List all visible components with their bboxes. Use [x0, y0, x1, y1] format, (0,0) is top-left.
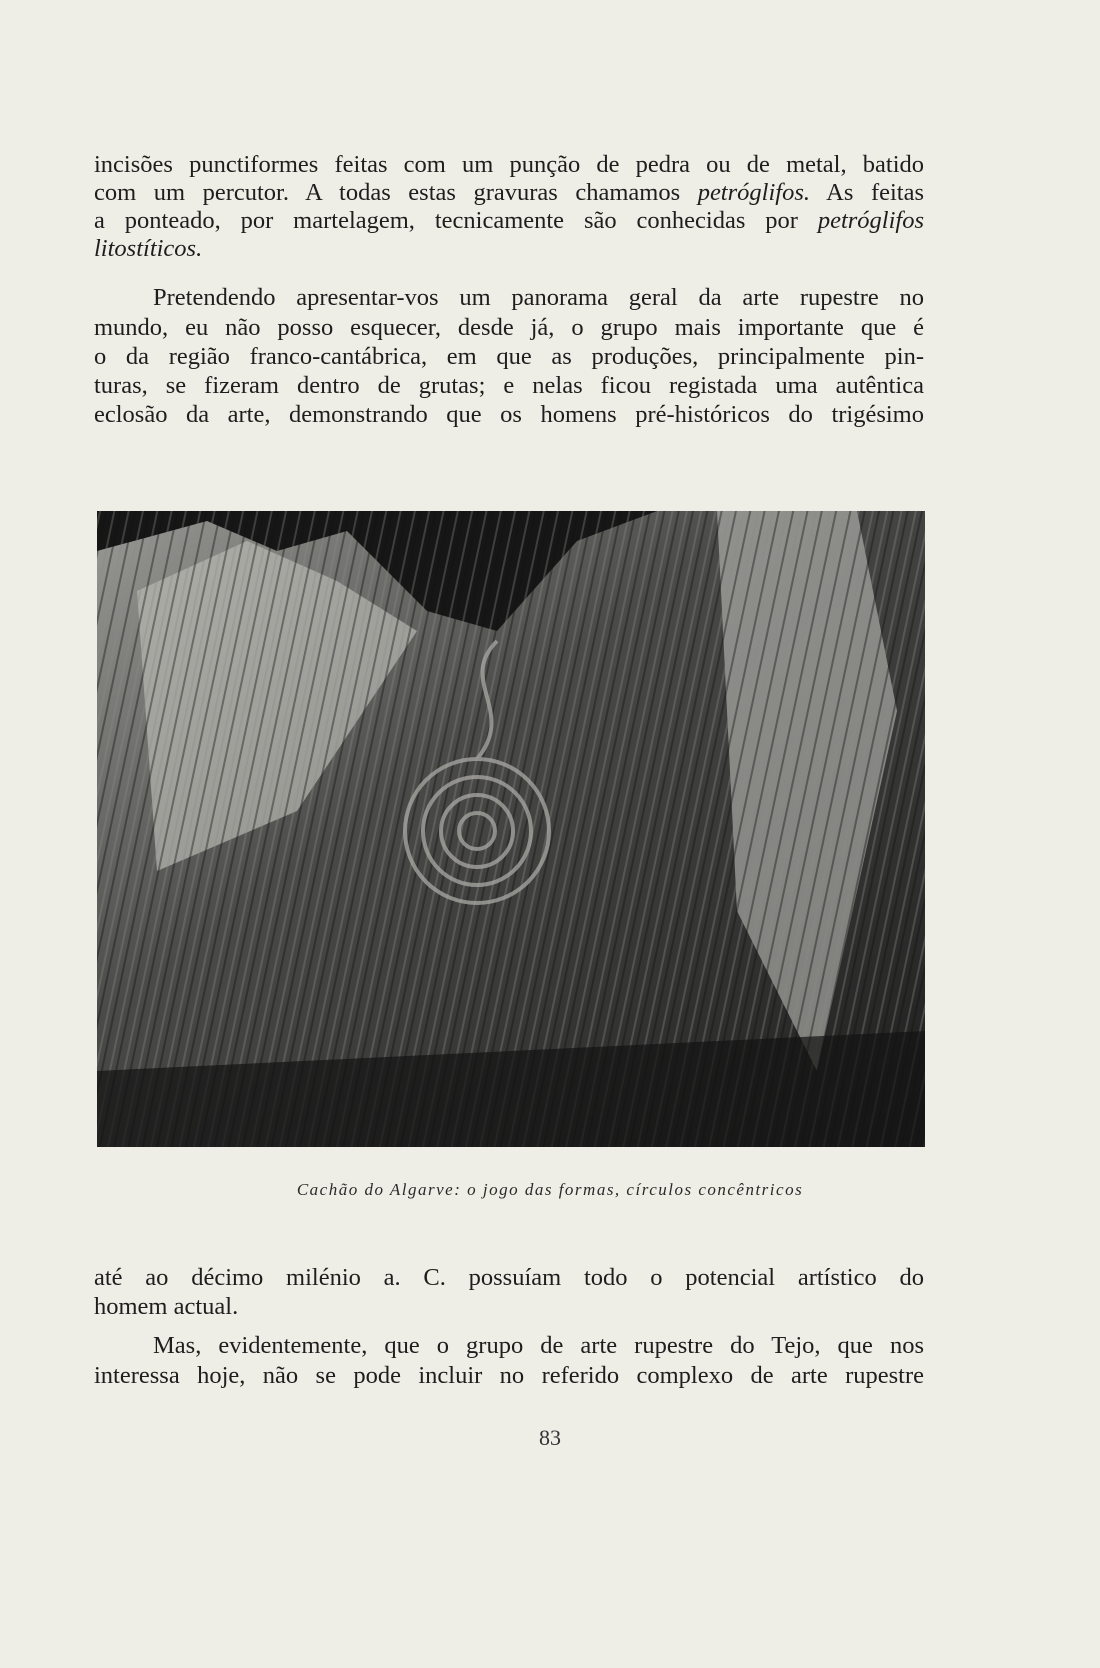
italic-term: petróglifos [817, 207, 924, 234]
text-line: incisões punctiformes feitas com um punção de pedra ou de metal, batido [94, 151, 924, 178]
text-line: mundo, eu não posso esquecer, desde já, o grupo mais importante que é [94, 314, 924, 341]
text-line [94, 179, 924, 207]
text-line: o da região franco-cantábrica, em que as produções, principalmente pin- [94, 343, 924, 370]
rock-photo-graphic [97, 511, 925, 1147]
italic-term: litostíticos. [94, 235, 203, 262]
italic-term: petróglifos. [697, 179, 810, 206]
text-line: homem actual. [94, 1293, 239, 1320]
text-line [94, 207, 924, 235]
text-line [94, 235, 924, 263]
text-line: Mas, evidentemente, que o grupo de arte rupestre do Tejo, que nos [153, 1332, 924, 1359]
text-line: até ao décimo milénio a. C. possuíam todo o potencial artístico do [94, 1264, 924, 1291]
text-line: Pretendendo apresentar-vos um panorama geral da arte rupestre no [153, 284, 924, 311]
page-number: 83 [539, 1425, 561, 1450]
text-span: As feitas [809, 179, 924, 206]
text-line: eclosão da arte, demonstrando que os homens pré-históricos do trigésimo [94, 401, 924, 428]
text-line: turas, se fizeram dentro de grutas; e nelas ficou registada uma autêntica [94, 372, 924, 399]
rock-art-photo [97, 511, 925, 1147]
figure-caption: Cachão do Algarve: o jogo das formas, círculos concêntricos [296, 1180, 804, 1199]
text-span: com um percutor. A todas estas gravuras chamamos [94, 179, 698, 206]
text-span: a ponteado, por martelagem, tecnicamente são conhecidas por [94, 207, 818, 234]
text-line: interessa hoje, não se pode incluir no referido complexo de arte rupestre [94, 1362, 924, 1389]
